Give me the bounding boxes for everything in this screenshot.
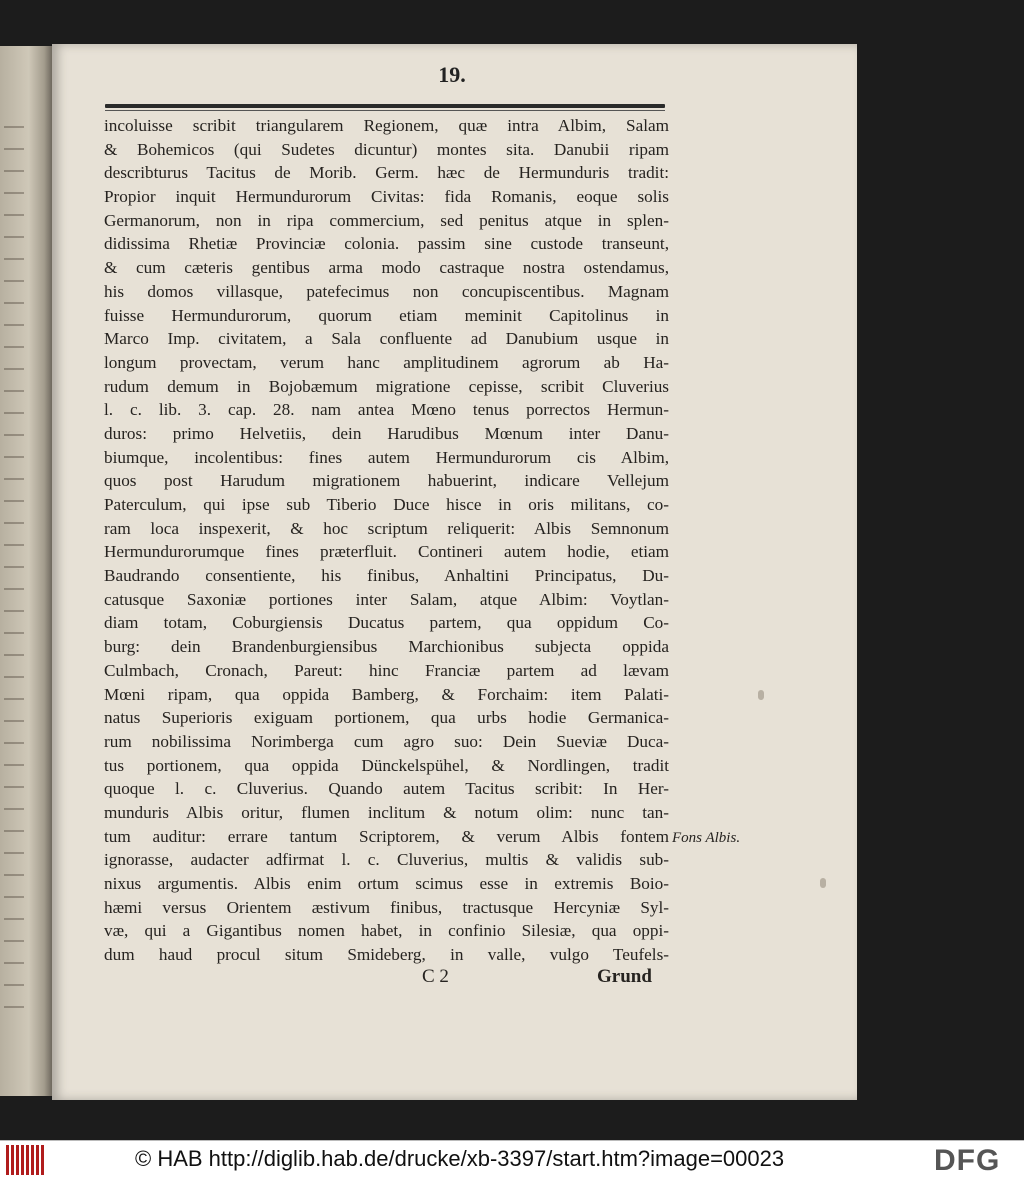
hab-barcode-logo-icon [6,1145,46,1175]
text-line: dum haud procul situm Smideberg, in valle, vulgo Teufels- [104,945,669,965]
text-line: l. c. lib. 3. cap. 28. nam antea Mœno tenus porrectos Hermun- [104,400,669,420]
text-line: didissima Rhetiæ Provinciæ colonia. passim sine custode transeunt, [104,234,669,254]
text-line: Mœni ripam, qua oppida Bamberg, & Forchaim: item Palati- [104,684,669,704]
text-line: Germanorum, non in ripa commercium, sed penitus atque in splen- [104,210,669,230]
text-line: Paterculum, qui ipse sub Tiberio Duce hisce in oris militans, co- [104,495,669,514]
page-number: 19. [438,62,466,87]
text-line: munduris Albis oritur, flumen inclitum & notum olim: nunc tan- [104,802,669,822]
text-line: describturus Tacitus de Morib. Germ. hæc de Hermunduris tradit: [104,163,669,183]
text-line: tum auditur: errare tantum Scriptorem, & verum Albis fontem [104,826,669,846]
header-rule-thin [105,110,665,111]
text-line: incoluisse scribit triangularem Regionem, quæ intra Albim, Salam [104,116,669,135]
copyright-url[interactable]: © HAB http://diglib.hab.de/drucke/xb-3397/start.htm?image=00023 [135,1146,785,1171]
text-line: & cum cæteris gentibus arma modo castraque nostra ostendamus, [104,258,669,278]
text-line: rudum demum in Bojobæmum migratione cepisse, scribit Cluverius [104,376,669,396]
text-line: væ, qui a Gigantibus nomen habet, in confinio Silesiæ, qua oppi- [104,921,669,941]
text-line: fuisse Hermundurorum, quorum etiam meminit Capitolinus in [104,305,669,325]
text-line: Marco Imp. civitatem, a Sala confluente ad Danubium usque in [104,329,669,349]
catchword: Grund [597,966,652,987]
text-line: longum provectam, verum hanc amplitudinem agrorum ab Ha- [104,352,669,372]
signature-mark: C 2 [422,966,449,987]
text-line: quoque l. c. Cluverius. Quando autem Tacitus scribit: In Her- [104,779,669,799]
book-page [52,44,857,1100]
text-line: Culmbach, Cronach, Pareut: hinc Franciæ partem ad lævam [104,660,669,680]
previous-page-text-edge [4,126,24,1026]
text-line: catusque Saxoniæ portiones inter Salam, atque Albim: Voytlan- [104,589,669,609]
text-line: his domos villasque, patefecimus non concupiscentibus. Magnam [104,281,669,301]
text-line: natus Superioris exiguam portionem, qua urbs hodie Germanica- [104,708,669,728]
text-line: hæmi versus Orientem æstivum finibus, tractusque Hercyniæ Syl- [104,897,669,917]
paper-speck [820,878,826,888]
text-line: biumque, incolentibus: fines autem Hermundurorum cis Albim, [104,447,669,467]
paper-speck [758,690,764,700]
text-line: Baudrando consentiente, his finibus, Anhaltini Principatus, Du- [104,566,669,586]
previous-page-edge [0,46,52,1096]
footer-bar [0,1140,1024,1180]
text-line: Propior inquit Hermundurorum Civitas: fida Romanis, eoque solis [104,187,669,207]
text-line: duros: primo Helvetiis, dein Harudibus Mœnum inter Danu- [104,423,669,443]
text-line: nixus argumentis. Albis enim ortum scimus esse in extremis Boio- [104,874,669,893]
text-line: ignorasse, audacter adfirmat l. c. Cluverius, multis & validis sub- [104,850,669,870]
text-line: tus portionem, qua oppida Dünckelspühel, & Nordlingen, tradit [104,755,669,775]
text-line: burg: dein Brandenburgiensibus Marchionibus subjecta oppida [104,637,669,657]
page-text [104,114,669,967]
header-rule [105,104,665,108]
text-line: diam totam, Coburgiensis Ducatus partem, qua oppidum Co- [104,613,669,633]
dfg-logo: DFG [934,1144,1001,1177]
text-line: rum nobilissima Norimberga cum agro suo: Dein Sueviæ Duca- [104,731,669,751]
text-line: Hermundurorumque fines præterfluit. Contineri autem hodie, etiam [104,542,669,562]
marginal-note: Fons Albis. [672,830,741,846]
text-line: & Bohemicos (qui Sudetes dicuntur) montes sita. Danubii ripam [104,139,669,159]
text-line: quos post Harudum migrationem habuerint, indicare Vellejum [104,471,669,491]
text-line: ram loca inspexerit, & hoc scriptum reliquerit: Albis Semnonum [104,518,669,538]
